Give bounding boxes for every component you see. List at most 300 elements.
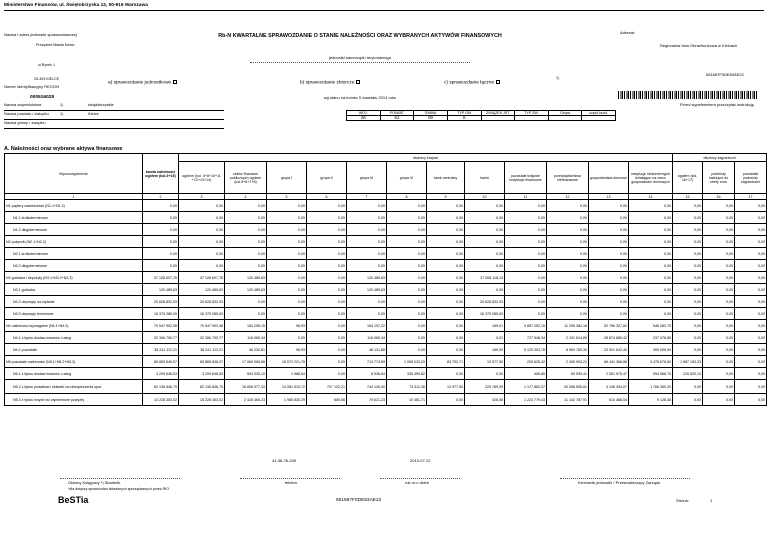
cell-value: 0,00 [547, 308, 589, 320]
cell-value: 0,00 [143, 224, 179, 236]
header-divider [4, 10, 764, 11]
period-label: wg stanu na koniec II kwartału 2013 roku [323, 95, 397, 100]
cell-value: 994 686,70 [629, 368, 673, 380]
cell-value: 0,01 [465, 332, 505, 344]
cell-value: 0,00 [267, 200, 307, 212]
cell-value: 0,00 [735, 272, 767, 284]
cell-value: 1 177 883,37 [505, 380, 547, 394]
cell-value: 0,00 [589, 200, 629, 212]
cell-value: 0,00 [505, 308, 547, 320]
cell-value: 0,00 [307, 200, 347, 212]
cell-value: 0,00 [347, 260, 387, 272]
table-row [5, 308, 767, 320]
col-number: 2 [143, 194, 179, 200]
domestic-group-header: dłużnicy krajowi [179, 154, 673, 162]
cell-value: 13 977,50 [465, 356, 505, 368]
cell-value: 16 379 285,00 [143, 308, 179, 320]
cell-value: 0,00 [465, 260, 505, 272]
cell-value: 0,00 [703, 296, 735, 308]
page-number: 1 [710, 498, 713, 503]
code-header: POWIAT [380, 111, 414, 116]
cell-value: 10 481,71 [387, 394, 427, 406]
cell-value: 2 325 465,23 [225, 394, 267, 406]
table-row [5, 224, 767, 236]
cell-value: 0,00 [387, 248, 427, 260]
cell-value: 0,00 [465, 212, 505, 224]
cell-value: 0,00 [307, 284, 347, 296]
cell-value: 0,00 [225, 200, 267, 212]
col-header: pozostałe podmioty zagraniczne [735, 162, 767, 194]
cell-value: 0,00 [179, 248, 225, 260]
code-header: Grupa [548, 111, 582, 116]
cell-value: 0,00 [703, 394, 735, 406]
recipient-caption: Adresat: [620, 30, 635, 35]
cell-value: 0,00 [427, 332, 465, 344]
code-value[interactable] [548, 116, 582, 121]
cell-value: 655,56 [307, 394, 347, 406]
col-number: 17 [735, 194, 767, 200]
section-title: A. Należności oraz wybrane aktywa finansowe [4, 146, 123, 152]
cell-value: 0,00 [307, 260, 347, 272]
cell-value: 0,00 [735, 380, 767, 394]
cell-value: 85 865 846,07 [179, 356, 225, 368]
code-value[interactable] [481, 116, 515, 121]
cell-value: 0,00 [427, 260, 465, 272]
cell-value: 0,00 [427, 296, 465, 308]
cell-value: 0,00 [387, 260, 427, 272]
checkbox-b[interactable] [356, 80, 360, 84]
cell-value: 11 142 787,91 [547, 394, 589, 406]
table-row [5, 344, 767, 356]
cell-value: 120 489,63 [225, 272, 267, 284]
row-label: N1.1 krótkoterminowe [5, 212, 143, 224]
cell-value: 37 128 607,76 [143, 272, 179, 284]
cell-value: 0,00 [547, 212, 589, 224]
row-label: N5.3 z tytułu innych niż wymienione powyżej [5, 394, 143, 406]
voivodeship-caption: Nazwa województwa [4, 102, 42, 107]
cell-value: 0,00 [703, 224, 735, 236]
cell-value: 0,00 [267, 224, 307, 236]
cell-value: 713 774,89 [347, 356, 387, 368]
cell-value: 5 129 303,78 [505, 344, 547, 356]
date-line [380, 478, 460, 479]
row-label: N4.1 z tytułu dostaw towarów i usług [5, 332, 143, 344]
row-label: N5.2 z tytułu podatków i składek na ubezpieczenia społ. [5, 380, 143, 394]
cell-value: 2 331 614,89 [547, 332, 589, 344]
cell-value: 0,00 [589, 248, 629, 260]
cell-value: 744 126,40 [347, 380, 387, 394]
cell-value: 0,00 [505, 236, 547, 248]
col-header: grupa I [267, 162, 307, 194]
bestia-logo: BeSTia [58, 495, 89, 505]
cell-value: 0,00 [387, 284, 427, 296]
cell-value: 0,00 [427, 212, 465, 224]
col-header: gospodarstwa domowe [589, 162, 629, 194]
cell-value: 0,00 [735, 296, 767, 308]
cell-value: 0,00 [225, 248, 267, 260]
cell-value: 0,00 [347, 212, 387, 224]
region-line-2 [4, 119, 224, 120]
table-row [5, 272, 767, 284]
cell-value: 0,00 [225, 260, 267, 272]
cell-value: 0,00 [673, 394, 703, 406]
cell-value: 0,00 [225, 296, 267, 308]
cell-value: 0,00 [267, 308, 307, 320]
cell-value: 0,00 [267, 284, 307, 296]
cell-value: 0,00 [347, 248, 387, 260]
row-label: N5.1 z tytułu dostaw towarów i usług [5, 368, 143, 380]
report-subtitle: jednostki samorządu terytorialnego [328, 55, 392, 60]
cell-value: 0,00 [347, 200, 387, 212]
cell-value: 0,00 [427, 272, 465, 284]
cell-value: 73 311,36 [387, 380, 427, 394]
cell-value: 226 625,42 [505, 356, 547, 368]
cell-value: 82 136 846,75 [179, 380, 225, 394]
cell-value: 0,00 [547, 224, 589, 236]
cell-value: 120 489,63 [143, 284, 179, 296]
row-label: N2.1 krótkoterminowe [5, 248, 143, 260]
cell-value: 0,00 [735, 308, 767, 320]
cell-value: 0,00 [225, 308, 267, 320]
cell-value: 0,00 [673, 284, 703, 296]
cell-value: 0,00 [347, 296, 387, 308]
cell-value: 614 488,54 [589, 394, 629, 406]
cell-value: 15 228 353,02 [143, 394, 179, 406]
cell-value: 707 122,21 [307, 380, 347, 394]
cell-value: 0,00 [387, 272, 427, 284]
cell-value: 0,00 [387, 212, 427, 224]
code-header: GMINA [414, 111, 448, 116]
cell-value: 0,00 [735, 320, 767, 332]
cell-value: 66 441 368,86 [589, 356, 629, 368]
cell-value: 164 197,22 [347, 320, 387, 332]
cell-value: 0,00 [465, 284, 505, 296]
row-label: N3.1 gotówka [5, 284, 143, 296]
cell-value: 0,00 [267, 212, 307, 224]
cell-value: 0,00 [387, 320, 427, 332]
cell-value: 0,00 [673, 344, 703, 356]
region-line-3 [4, 128, 224, 129]
cell-value: 0,00 [307, 332, 347, 344]
cell-value: 0,00 [387, 236, 427, 248]
col-number: 3 [179, 194, 225, 200]
cell-value: 98,93 [267, 344, 307, 356]
row-label: N3.3 depozyty terminowe [5, 308, 143, 320]
cell-value: 0,00 [465, 248, 505, 260]
cell-value: 11 295 384,16 [547, 320, 589, 332]
phone-line [240, 478, 340, 479]
cell-value: 0,00 [735, 260, 767, 272]
cell-value: 0,00 [427, 248, 465, 260]
code-value[interactable]: 00 [414, 116, 448, 121]
cell-value: 2 551 975,47 [589, 368, 629, 380]
cell-value: 79 621,23 [347, 394, 387, 406]
cell-value: 0,00 [673, 272, 703, 284]
cell-value: 0,00 [465, 224, 505, 236]
code-header: WOJ. [347, 111, 381, 116]
receivables-table [4, 153, 767, 406]
recipient-code: 551687F0DE83AE22 [706, 72, 744, 77]
table-row [5, 212, 767, 224]
cell-value: 0,00 [629, 212, 673, 224]
cell-value: 189,01 [465, 320, 505, 332]
cell-value: 0,00 [267, 260, 307, 272]
left-signature-note: *dla dotyczy sprawozdań składanych sporządzanych przez RIO [68, 487, 170, 491]
sender-name: Prezydent Miasta Kielce [36, 43, 75, 47]
code-value[interactable]: 61 [380, 116, 414, 121]
county-caption: Nazwa powiatu / związku [4, 111, 49, 116]
signature-line-left [60, 478, 180, 479]
cell-value: 8 963 769,30 [547, 344, 589, 356]
cell-value: 1 766 350,20 [629, 380, 673, 394]
col-number: 7 [347, 194, 387, 200]
cell-value: 83 792,71 [427, 356, 465, 368]
cell-value: 0,00 [427, 344, 465, 356]
cell-value: 0,00 [427, 224, 465, 236]
col-header: sektor finansów publicznych ogółem (kol.5+6+7+8) [225, 162, 267, 194]
cell-value: 0,00 [427, 394, 465, 406]
cell-value: 0,00 [673, 308, 703, 320]
cell-value: 0,00 [673, 332, 703, 344]
cell-value: 37 008 118,13 [465, 272, 505, 284]
cell-value: 0,00 [347, 308, 387, 320]
cell-value: 0,00 [735, 248, 767, 260]
col-header: bank centralny [427, 162, 465, 194]
col-number: 13 [589, 194, 629, 200]
cell-value: 0,00 [629, 272, 673, 284]
row-label: N2 pożyczki (N2.1+N2.2) [5, 236, 143, 248]
row-label: N3 gotówka i depozyty (N3.1+N3.2+N3.3) [5, 272, 143, 284]
cell-value: 48 230,81 [225, 344, 267, 356]
cell-value: 0,00 [735, 284, 767, 296]
checkbox-a[interactable] [173, 80, 177, 84]
cell-value: 0,00 [225, 224, 267, 236]
cell-value: 120 489,63 [347, 272, 387, 284]
cell-value: 0,00 [547, 272, 589, 284]
table-row [5, 248, 767, 260]
cell-value: 0,00 [143, 236, 179, 248]
cell-value: 0,00 [735, 394, 767, 406]
cell-value: 0,00 [703, 368, 735, 380]
cell-value: 120 489,63 [347, 284, 387, 296]
cell-value: 0,00 [387, 224, 427, 236]
cell-value: 406,85 [505, 368, 547, 380]
cell-value: 0,00 [703, 332, 735, 344]
cell-value: 0,00 [179, 224, 225, 236]
voivodeship-note: 1) [60, 103, 64, 107]
cell-value: 0,00 [143, 212, 179, 224]
cell-value: 0,00 [427, 320, 465, 332]
cell-value: 0,00 [589, 236, 629, 248]
cell-value: 0,00 [735, 356, 767, 368]
col-header: ogółem (kol. 16+17) [673, 162, 703, 194]
cell-value: 0,00 [735, 344, 767, 356]
cell-value: 0,00 [735, 200, 767, 212]
phone-caption: telefon [285, 480, 298, 485]
codes-table [346, 110, 616, 121]
signature-line-right [560, 478, 690, 479]
cell-value: 0,00 [629, 200, 673, 212]
cell-value: 220 620,13 [673, 368, 703, 380]
code-value[interactable]: 26 [347, 116, 381, 121]
cell-value: 0,00 [547, 248, 589, 260]
cell-value: 0,00 [703, 344, 735, 356]
phone-value: 41-36-76-209 [272, 458, 297, 463]
cell-value: 14 081 519,72 [267, 380, 307, 394]
cell-value: 52 796 327,82 [589, 320, 629, 332]
subtitle-line [250, 62, 470, 63]
cell-value: 0,00 [387, 308, 427, 320]
cell-value: 0,00 [505, 284, 547, 296]
cell-value: 38 241 112,21 [179, 344, 225, 356]
cell-value: 0,00 [703, 284, 735, 296]
form-header-ministry: Ministerstwo Finansów, ul. Świętokrzyska 12, 00-916 Warszawa [4, 3, 148, 8]
cell-value: 32 306 790,77 [179, 332, 225, 344]
col-header: ogółem (kol. 4+8+10+11 +12+13+14) [179, 162, 225, 194]
cell-value: 0,00 [465, 236, 505, 248]
cell-value: 0,00 [307, 320, 347, 332]
cell-value: 0,00 [703, 356, 735, 368]
cell-value: 16 379 285,00 [179, 308, 225, 320]
cell-value: 0,00 [427, 284, 465, 296]
code-value[interactable] [515, 116, 549, 121]
table-row [5, 260, 767, 272]
col-header: grupa IV [387, 162, 427, 194]
cell-value: 727 948,34 [505, 332, 547, 344]
cell-value: 237 076,85 [629, 332, 673, 344]
cell-value: 0,00 [307, 212, 347, 224]
cell-value: 16 072 221,76 [267, 356, 307, 368]
cell-value: 0,00 [347, 236, 387, 248]
cell-value: 0,00 [267, 248, 307, 260]
cell-value: 0,00 [547, 236, 589, 248]
cell-value: 16 806 077,33 [225, 380, 267, 394]
voivodeship-value: świętokrzyskie [88, 102, 114, 107]
cell-value: 0,00 [735, 212, 767, 224]
cell-value: 20 628 832,93 [465, 296, 505, 308]
cell-value: 0,00 [629, 260, 673, 272]
cell-value: 593 035,10 [225, 368, 267, 380]
col-header: grupa III [347, 162, 387, 194]
cell-value: 0,00 [307, 272, 347, 284]
cell-value: 120 489,63 [179, 284, 225, 296]
col-number: 11 [505, 194, 547, 200]
barcode-top-right [618, 91, 758, 99]
cell-value: 0,00 [387, 200, 427, 212]
cell-value: 0,00 [589, 260, 629, 272]
cell-value: 48 131,88 [347, 344, 387, 356]
cell-value: 0,00 [267, 332, 307, 344]
cell-value: 120 489,63 [225, 284, 267, 296]
col-header: podmioty należące do strefy euro [703, 162, 735, 194]
col-header: Wyszczególnienie [5, 154, 143, 194]
cell-value: 0,00 [673, 320, 703, 332]
cell-value: 0,00 [505, 260, 547, 272]
sender-postal: 25-303 KIELCE [34, 77, 59, 81]
cell-value: 0,00 [307, 368, 347, 380]
cell-value: 225 789,39 [465, 380, 505, 394]
cell-value: 0,00 [307, 344, 347, 356]
col-number: 15 [673, 194, 703, 200]
row-label: N1.2 długoterminowe [5, 224, 143, 236]
report-type-note: 1) [556, 76, 560, 80]
cell-value: 0,00 [307, 248, 347, 260]
cell-value: 0,00 [505, 224, 547, 236]
cell-value: 0,00 [547, 296, 589, 308]
report-type-a: a) sprawozdanie jednostkowe [108, 80, 177, 86]
cell-value: 0,00 [427, 368, 465, 380]
commune-caption: Nazwa gminy / związku [4, 120, 46, 125]
cell-value: 335 499,82 [387, 368, 427, 380]
cell-value: 28 874 685,42 [589, 332, 629, 344]
cell-value: 0,00 [735, 368, 767, 380]
col-number: 12 [547, 194, 589, 200]
row-label: N2.2 długoterminowe [5, 260, 143, 272]
cell-value: 3 106 494,07 [589, 380, 629, 394]
cell-value: 13 977,50 [427, 380, 465, 394]
code-header: część budż. [582, 111, 616, 116]
cell-value: 0,00 [629, 248, 673, 260]
cell-value: 0,00 [703, 272, 735, 284]
code-value[interactable]: 0 [447, 116, 481, 121]
checkbox-c[interactable] [496, 80, 500, 84]
cell-value: 0,00 [427, 200, 465, 212]
cell-value: 0,00 [465, 200, 505, 212]
cell-value: 30 286 555,81 [547, 380, 589, 394]
cell-value: 0,00 [547, 284, 589, 296]
regon-caption: Numer identyfikacyjny REGON [4, 84, 59, 89]
cell-value: 82 136 846,75 [143, 380, 179, 394]
code-value[interactable] [582, 116, 616, 121]
cell-value: 0,00 [179, 212, 225, 224]
cell-value: 0,00 [735, 332, 767, 344]
cell-value: 98,93 [267, 320, 307, 332]
table-row [5, 380, 767, 394]
cell-value: 0,00 [589, 284, 629, 296]
cell-value: 59 539,41 [547, 368, 589, 380]
cell-value: 546 082,79 [629, 320, 673, 332]
cell-value: 32 306 790,77 [143, 332, 179, 344]
cell-value: 3 209 646,53 [143, 368, 179, 380]
cell-value: 20 628 832,93 [179, 296, 225, 308]
recipient-name: Regionalna Izba Obrachunkowa w Kielcach [660, 43, 738, 48]
county-note: 1) [60, 112, 64, 116]
cell-value: 0,00 [427, 236, 465, 248]
cell-value: 0,00 [629, 236, 673, 248]
col-number: 8 [387, 194, 427, 200]
cell-value: 9 128,38 [629, 394, 673, 406]
cell-value: 0,00 [735, 224, 767, 236]
cell-value: 0,00 [143, 248, 179, 260]
cell-value: 0,00 [673, 224, 703, 236]
cell-value: 0,00 [307, 224, 347, 236]
sender-street: ul.Rynek 1 [38, 63, 55, 67]
cell-value: 0,00 [387, 296, 427, 308]
cell-value: 164 296,15 [225, 320, 267, 332]
cell-value: 0,00 [143, 260, 179, 272]
col-header: kwota należności ogółem (kol.3+15) [143, 154, 179, 194]
cell-value: 0,00 [427, 308, 465, 320]
cell-value: 0,00 [589, 224, 629, 236]
code-header: ZWIĄZEK JST [481, 111, 515, 116]
left-signature-caption: Główny Księgowy *) Skarbnik [68, 480, 121, 485]
table-row [5, 320, 767, 332]
cell-value: 0,00 [505, 248, 547, 260]
footer-code: 551687F0DE83AE22 [336, 498, 382, 503]
cell-value: 2 459 903,21 [547, 356, 589, 368]
cell-value: 0,00 [505, 272, 547, 284]
report-type-c: c) sprawozdanie łączne [444, 80, 500, 86]
